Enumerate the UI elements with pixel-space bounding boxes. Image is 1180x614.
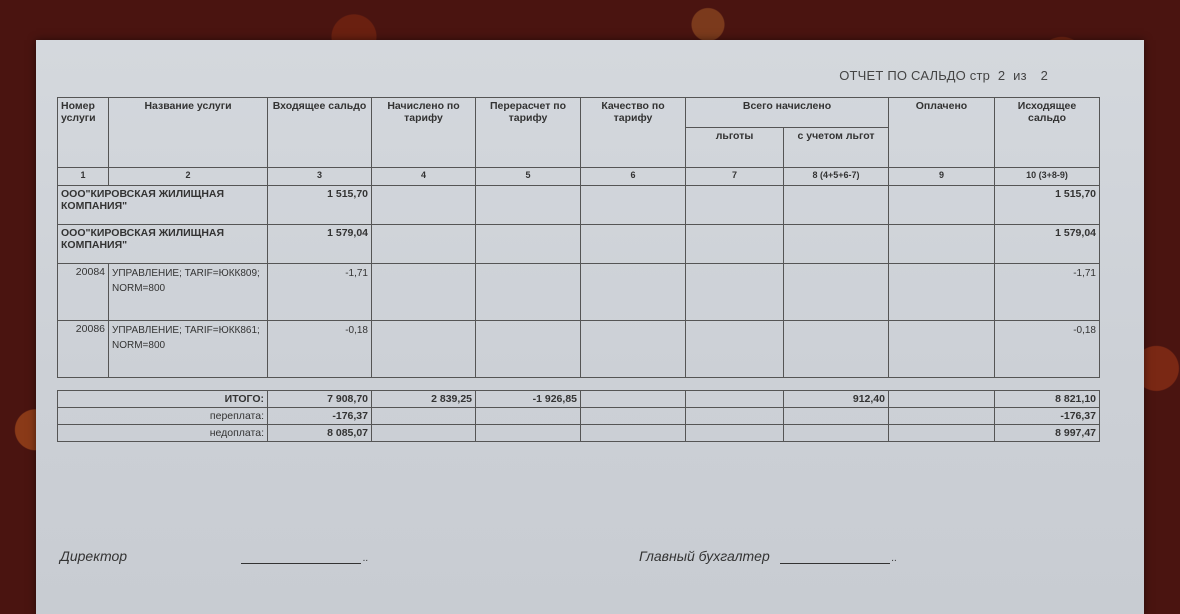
header-charged-tariff: Начислено по тарифу: [372, 98, 476, 168]
header-incoming-saldo: Входящее сальдо: [268, 98, 372, 168]
underpay-row: [58, 425, 1100, 442]
col-number: 5: [476, 168, 581, 186]
col-number: 7: [686, 168, 784, 186]
outgoing-value: -1,71: [995, 264, 1100, 321]
table-row: [58, 186, 1100, 225]
col-number: 10 (3+8-9): [995, 168, 1100, 186]
col-number: 8 (4+5+6-7): [784, 168, 889, 186]
header-service-number: Номер услуги: [58, 98, 109, 168]
totals-outgoing: 8 821,10: [995, 391, 1100, 408]
incoming-value: -0,18: [268, 321, 372, 378]
outgoing-value: 1 515,70: [995, 186, 1100, 225]
header-paid: Оплачено: [889, 98, 995, 168]
accountant-signature: [639, 548, 897, 564]
accountant-dots: ..: [891, 553, 898, 564]
totals-with-benefits: 912,40: [784, 391, 889, 408]
accountant-label: Главный бухгалтер: [639, 548, 770, 564]
service-name: ООО"КИРОВСКАЯ ЖИЛИЩНАЯ КОМПАНИЯ": [58, 186, 268, 225]
col-number: 3: [268, 168, 372, 186]
incoming-value: -1,71: [268, 264, 372, 321]
col-number: 1: [58, 168, 109, 186]
incoming-value: 1 515,70: [268, 186, 372, 225]
header-total-charged: Всего начислено: [686, 98, 889, 128]
outgoing-value: 1 579,04: [995, 225, 1100, 264]
overpay-label: переплата:: [58, 408, 268, 425]
totals-label: ИТОГО:: [58, 391, 268, 408]
column-number-row: [58, 168, 1100, 186]
director-signature: [60, 548, 369, 564]
service-code: 20086: [58, 321, 109, 378]
overpay-row: [58, 408, 1100, 425]
service-name: УПРАВЛЕНИЕ; TARIF=ЮКК861; NORM=800: [109, 321, 268, 378]
underpay-label: недоплата:: [58, 425, 268, 442]
col-number: 2: [109, 168, 268, 186]
overpay-incoming: -176,37: [268, 408, 372, 425]
report-sheet: [36, 40, 1144, 614]
col-number: 4: [372, 168, 476, 186]
report-title-text: ОТЧЕТ ПО САЛЬДО стр: [839, 68, 991, 83]
page-of: из: [1013, 68, 1027, 83]
director-signature-line: [241, 549, 361, 564]
col-number: 6: [581, 168, 686, 186]
header-service-name: Название услуги: [109, 98, 268, 168]
underpay-outgoing: 8 997,47: [995, 425, 1100, 442]
totals-row: [58, 391, 1100, 408]
underpay-incoming: 8 085,07: [268, 425, 372, 442]
report-title: [835, 68, 1048, 83]
table-row: [58, 264, 1100, 321]
col-number: 9: [889, 168, 995, 186]
saldo-table: [57, 97, 1100, 442]
outgoing-value: -0,18: [995, 321, 1100, 378]
director-label: Директор: [60, 548, 128, 564]
accountant-signature-line: [780, 549, 890, 564]
totals-incoming: 7 908,70: [268, 391, 372, 408]
service-name: УПРАВЛЕНИЕ; TARIF=ЮКК809; NORM=800: [109, 264, 268, 321]
header-outgoing-saldo: Исходящее сальдо: [995, 98, 1100, 168]
header-recalc-tariff: Перерасчет по тарифу: [476, 98, 581, 168]
table-row: [58, 225, 1100, 264]
incoming-value: 1 579,04: [268, 225, 372, 264]
page-current: 2: [997, 68, 1006, 83]
page-total: 2: [1040, 68, 1048, 83]
service-code: 20084: [58, 264, 109, 321]
totals-charged: 2 839,25: [372, 391, 476, 408]
header-quality-tariff: Качество по тарифу: [581, 98, 686, 168]
header-with-benefits: с учетом льгот: [784, 128, 889, 168]
totals-recalc: -1 926,85: [476, 391, 581, 408]
header-benefits: льготы: [686, 128, 784, 168]
service-name: ООО"КИРОВСКАЯ ЖИЛИЩНАЯ КОМПАНИЯ": [58, 225, 268, 264]
table-row: [58, 321, 1100, 378]
overpay-outgoing: -176,37: [995, 408, 1100, 425]
director-dots: ..: [362, 553, 369, 564]
